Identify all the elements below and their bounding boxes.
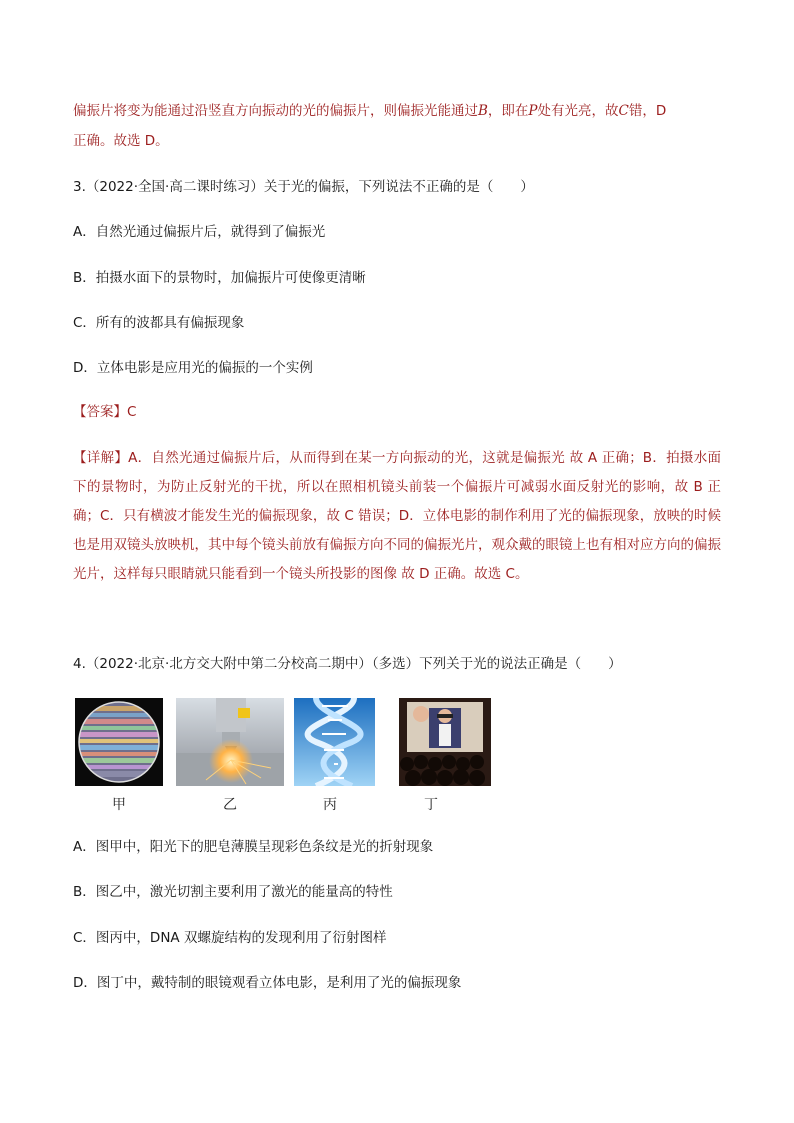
q4-option-b: B．图乙中，激光切割主要利用了激光的能量高的特性 xyxy=(73,884,393,900)
var-p: P xyxy=(528,103,538,119)
laser-cutting-image xyxy=(176,698,284,786)
3d-cinema-image xyxy=(399,698,491,786)
q3-stem: 3.（2022·全国·高二课时练习）关于光的偏振，下列说法不正确的是（ ） xyxy=(73,179,534,195)
var-b: B xyxy=(478,103,488,119)
q4-stem: 4.（2022·北京·北方交大附中第二分校高二期中）（多选）下列关于光的说法正确是（ ） xyxy=(73,656,622,672)
caption-ding: 丁 xyxy=(424,797,438,813)
prev-answer-text: ，即在 xyxy=(487,103,529,119)
q3-option-c: C．所有的波都具有偏振现象 xyxy=(73,315,245,331)
caption-bing: 丙 xyxy=(323,797,337,813)
q3-option-d: D．立体电影是应用光的偏振的一个实例 xyxy=(73,360,313,376)
q3-detail: 【详解】A．自然光通过偏振片后，从而得到在某一方向振动的光，这就是偏振光 故 A 正确；B．拍摄水面下的景物时，为防止反射光的干扰，所以在照相机镜头前装一个偏振片可减弱水面反射光的影响，故 B 正确；C．只有横波才能发生光的偏振现象，故 C 错误；D．立体电影的制作利用了光的偏振现象，放映的时候也是用双镜头放映机，其中每个镜头前放有偏振方向不同的偏振光片，观众戴的眼镜上也有相对应方向的偏振光片，这样每只眼睛就只能看到一个镜头所投影的图像 故 D 正确。故选 C。 xyxy=(73,450,721,582)
q4-option-c: C．图丙中，DNA 双螺旋结构的发现利用了衍射图样 xyxy=(73,930,387,946)
q3-option-b: B．拍摄水面下的景物时，加偏振片可使像更清晰 xyxy=(73,270,366,286)
prev-answer-text: 偏振片将变为能通过沿竖直方向振动的光的偏振片，则偏振光能通过 xyxy=(73,103,478,119)
prev-answer-text: 错，D xyxy=(628,103,667,119)
dna-helix-image xyxy=(294,698,375,786)
q4-option-d: D．图丁中，戴特制的眼镜观看立体电影，是利用了光的偏振现象 xyxy=(73,975,462,991)
prev-answer-line-1 xyxy=(73,101,721,121)
var-c: C xyxy=(618,103,629,119)
q3-option-a: A．自然光通过偏振片后，就得到了偏振光 xyxy=(73,224,326,240)
caption-yi: 乙 xyxy=(223,797,237,813)
soap-film-image xyxy=(75,698,163,786)
q4-option-a: A．图甲中，阳光下的肥皂薄膜呈现彩色条纹是光的折射现象 xyxy=(73,839,434,855)
prev-answer-text: 处有光亮，故 xyxy=(537,103,619,119)
prev-answer-line-2: 正确。故选 D。 xyxy=(73,133,169,149)
caption-jia: 甲 xyxy=(112,797,126,813)
q3-answer: 【答案】C xyxy=(73,404,137,420)
